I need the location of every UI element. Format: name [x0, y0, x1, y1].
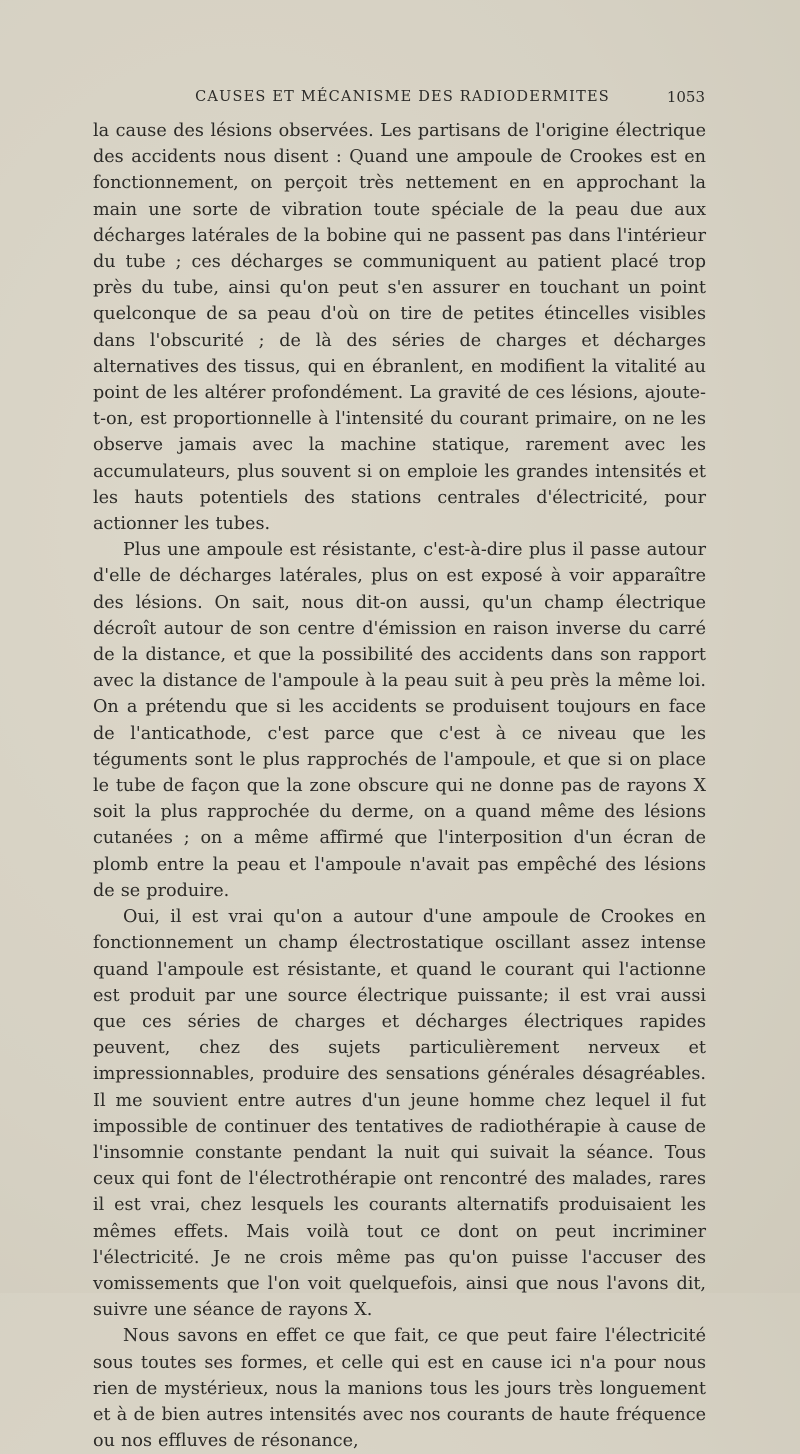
paragraph-4: Nous savons en effet ce que fait, ce que peut faire l'électricité sous toutes ses formes, et celle qui est en cause ici n'a pour nous rien de mystérieux, nous la manions tous les jours très longuement et à de bien autres intensités avec nos courants de haute fréquence ou nos effluves de résonance,: [93, 1326, 706, 1452]
running-title: CAUSES ET MÉCANISME DES RADIODERMITES: [195, 89, 610, 105]
body-text: [93, 118, 706, 1454]
paragraph-3: Oui, il est vrai qu'on a autour d'une ampoule de Crookes en fonctionnement un champ électrostatique oscillant assez intense quand l'ampoule est résistante, et quand le courant qui l'actionne est produit par une source électrique puissante; il est vrai aussi que ces séries de charges et décharges électriques rapides peuvent, chez des sujets particulièrement nerveux et impressionnables, produire des sensations générales désagréables. Il me souvient entre autres d'un jeune homme chez lequel il fut impossible de continuer des tentatives de radiothérapie à cause de l'insomnie constante pendant la nuit qui suivait la séance. Tous ceux qui font de l'électrothérapie ont rencontré des malades, rares il est vrai, chez lesquels les courants alternatifs produisaient les mêmes effets. Mais voilà tout ce dont on peut incriminer l'électricité. Je ne crois même pas qu'on puisse l'accuser des vomissements que l'on voit quelquefois, ainsi que nous l'avons dit, suivre une séance de rayons X.: [93, 907, 706, 1321]
paragraph-1: la cause des lésions observées. Les partisans de l'origine électrique des accidents nous disent : Quand une ampoule de Crookes est en fonctionnement, on perçoit très nettement en en approchant la main une sorte de vibration toute spéciale de la peau due aux décharges latérales de la bobine qui ne passent pas dans l'intérieur du tube ; ces décharges se communiquent au patient placé trop près du tube, ainsi qu'on peut s'en assurer en touchant un point quelconque de sa peau d'où on tire de petites étincelles visibles dans l'obscurité ; de là des séries de charges et décharges alternatives des tissus, qui en ébranlent, en modifient la vitalité au point de les altérer profondément. La gravité de ces lésions, ajoute-t-on, est proportionnelle à l'intensité du courant primaire, on ne les observe jamais avec la machine statique, rarement avec les accumulateurs, plus souvent si on emploie les grandes intensités et les hauts potentiels des stations centrales d'électricité, pour actionner les tubes.: [93, 121, 706, 535]
page-number: 1053: [666, 88, 705, 106]
paragraph-2: Plus une ampoule est résistante, c'est-à-dire plus il passe autour d'elle de décharges latérales, plus on est exposé à voir apparaître des lésions. On sait, nous dit-on aussi, qu'un champ électrique décroît autour de son centre d'émission en raison inverse du carré de la distance, et que la possibilité des accidents dans son rapport avec la distance de l'ampoule à la peau suit à peu près la même loi. On a prétendu que si les accidents se produisent toujours en face de l'anticathode, c'est parce que c'est à ce niveau que les téguments sont le plus rapprochés de l'ampoule, et que si on place le tube de façon que la zone obscure qui ne donne pas de rayons X soit la plus rapprochée du derme, on a quand même des lésions cutanées ; on a même affirmé que l'interposition d'un écran de plomb entre la peau et l'ampoule n'avait pas empêché des lésions de se produire.: [93, 540, 706, 901]
running-header: [100, 86, 705, 108]
